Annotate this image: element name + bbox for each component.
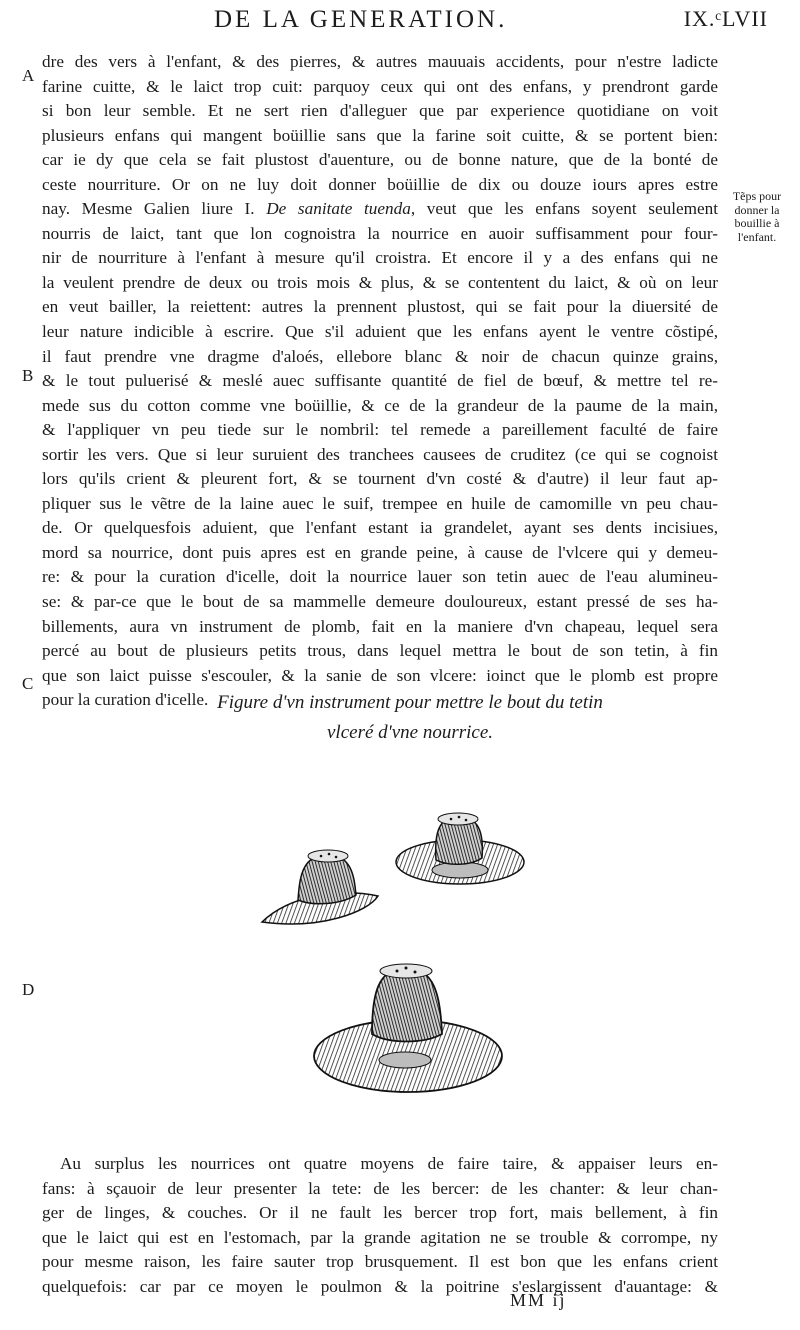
shield-small-upright bbox=[396, 813, 524, 884]
text-line-start: nay. Mesme Galien liure I. bbox=[42, 199, 267, 219]
text-line: percé au bout de plusieurs petits trous, dans lequel mettra le bout de son tetin, à fin bbox=[42, 641, 718, 661]
text-line: la veulent prendre de deux ou trois mois & plus, & se contentent du laict, & où on leur bbox=[42, 272, 718, 292]
text-line: lors qu'ils crient & pleurent fort, & se tournent d'vn costé & d'autre) il leur faut ap- bbox=[42, 469, 718, 489]
text-line: plusieurs enfans qui mangent boüillie sans que la farine soit cuitte, & se portent bien: bbox=[42, 125, 718, 145]
citation-after: , veut que les enfans soyent seulement bbox=[410, 199, 718, 219]
text-line: sortir les vers. Que si leur suruient des tranchees causees de cruditez (ce qui se cognoist bbox=[42, 444, 718, 464]
text-line: si bon leur semble. Et ne sert rien d'alleguer que par experience quotidiane on voit bbox=[42, 101, 718, 121]
text-line: fans: à sçauoir de leur presenter la tete: de les bercer: de les chanter: & leur chan- bbox=[42, 1178, 718, 1198]
text-line: leur nature indicible à escrire. Que s'il aduient que les enfans ayent le ventre cõstipé, bbox=[42, 322, 718, 342]
text-line: pour la curation d'icelle. bbox=[42, 690, 209, 710]
text-line: re: & pour la curation d'icelle, doit la nourrice lauer son tetin auec de l'eau alumineu- bbox=[42, 567, 718, 587]
caption-line-1: Figure d'vn instrument pour mettre le bout du tetin bbox=[217, 692, 603, 713]
margin-letter-a: A bbox=[22, 66, 35, 85]
text-line: ger de linges, & couches. Or il ne fault les bercer trop fort, mais bellement, à fin bbox=[42, 1203, 718, 1223]
margin-letter-b: B bbox=[22, 366, 34, 385]
shield-large bbox=[314, 964, 502, 1092]
text-line: se: & par-ce que le bout de sa mammelle demeure douloureux, estant pressé de ses ha- bbox=[42, 592, 718, 612]
text-line: dre des vers à l'enfant, & des pierres, & autres mauuais accidents, pour n'estre ladicte bbox=[42, 52, 718, 71]
text-line: ceste nourriture. Or on ne luy doit donner boüillie de dix ou douze iours apres estre bbox=[42, 174, 718, 194]
text-line: farine cuitte, & le laict trop cuit: parquoy ceux qui ont des enfans, y prendront garde bbox=[42, 76, 718, 96]
margin-note: Tẽps pour donner la bouillie à l'enfant. bbox=[732, 189, 782, 244]
text-line: mede sus du cotton comme vne boüillie, & ce de la grandeur de la paume de la main, bbox=[42, 395, 718, 415]
text-line: & le tout puluerisé & meslé auec suffisante quantité de fiel de bœuf, & mettre tel re- bbox=[42, 371, 718, 391]
folio-number: IX.ᶜLVII bbox=[683, 6, 768, 31]
text-line: car ie dy que cela se fait plustost d'auenture, ou de bonne nature, que de la bonté de bbox=[42, 150, 718, 170]
signature-mark: MM ij bbox=[510, 1290, 567, 1310]
text-line: que le laict qui est en l'estomach, par la grande agitation ne se trouble & corrompe, ny bbox=[42, 1227, 718, 1247]
text-line: pliquer sus le vẽtre de la laine auec le suif, trempee en huile de camomille vn peu chau- bbox=[42, 493, 718, 513]
shield-small-tilted bbox=[262, 850, 378, 924]
closing-text bbox=[42, 1152, 718, 1299]
text-line: billements, aura vn instrument de plomb, fait en la maniere d'vn chapeau, lequel sera bbox=[42, 616, 718, 636]
text-line: Au surplus les nourrices ont quatre moyens de faire taire, & appaiser leurs en- bbox=[60, 1154, 718, 1173]
margin-letter-c: C bbox=[22, 674, 34, 693]
text-line: il faut prendre vne dragme d'aloés, ellebore blanc & noir de chacun quinze grains, bbox=[42, 346, 718, 366]
margin-letter-d: D bbox=[22, 980, 35, 999]
caption-line-2: vlceré d'vne nourrice. bbox=[326, 722, 494, 743]
text-line: & l'appliquer vn peu tiede sur le nombril: tel remede a pareillement faculté de faire bbox=[42, 420, 718, 440]
text-line: mord sa nourrice, dont puis apres est en grande peine, à cause de l'vlcere qui y demeu- bbox=[42, 542, 718, 562]
text-line: nourris de laict, tant que lon cognoistra la nourrice en auoir suffisamment pour four- bbox=[42, 223, 718, 243]
text-line: de. Or quelquesfois aduient, que l'enfant estant ia grandelet, ayant ses dents incisiues, bbox=[42, 518, 718, 538]
text-line: pour mesme raison, les faire sauter trop brusquement. Il est bon que les enfans crient bbox=[42, 1252, 718, 1272]
text-line: en veut bailler, la reiettent: autres la prennent plustost, qui se fait pour la diuersité de bbox=[42, 297, 718, 317]
citation-title: De sanitate tuenda bbox=[266, 199, 411, 219]
text-line: que son laict puisse s'escouler, & la sanie de son vlcere: ioinct que le plomb est propre bbox=[42, 665, 718, 685]
running-title: DE LA GENERATION. bbox=[214, 6, 508, 33]
text-line: quelquefois: car par ce moyen le poulmon & la poitrine s'eslargissent d'auantage: & bbox=[42, 1276, 718, 1296]
text-line: nir de nourriture à l'enfant à mesure qu'il croistra. Et encore il y a des enfans qui ne bbox=[42, 248, 718, 268]
